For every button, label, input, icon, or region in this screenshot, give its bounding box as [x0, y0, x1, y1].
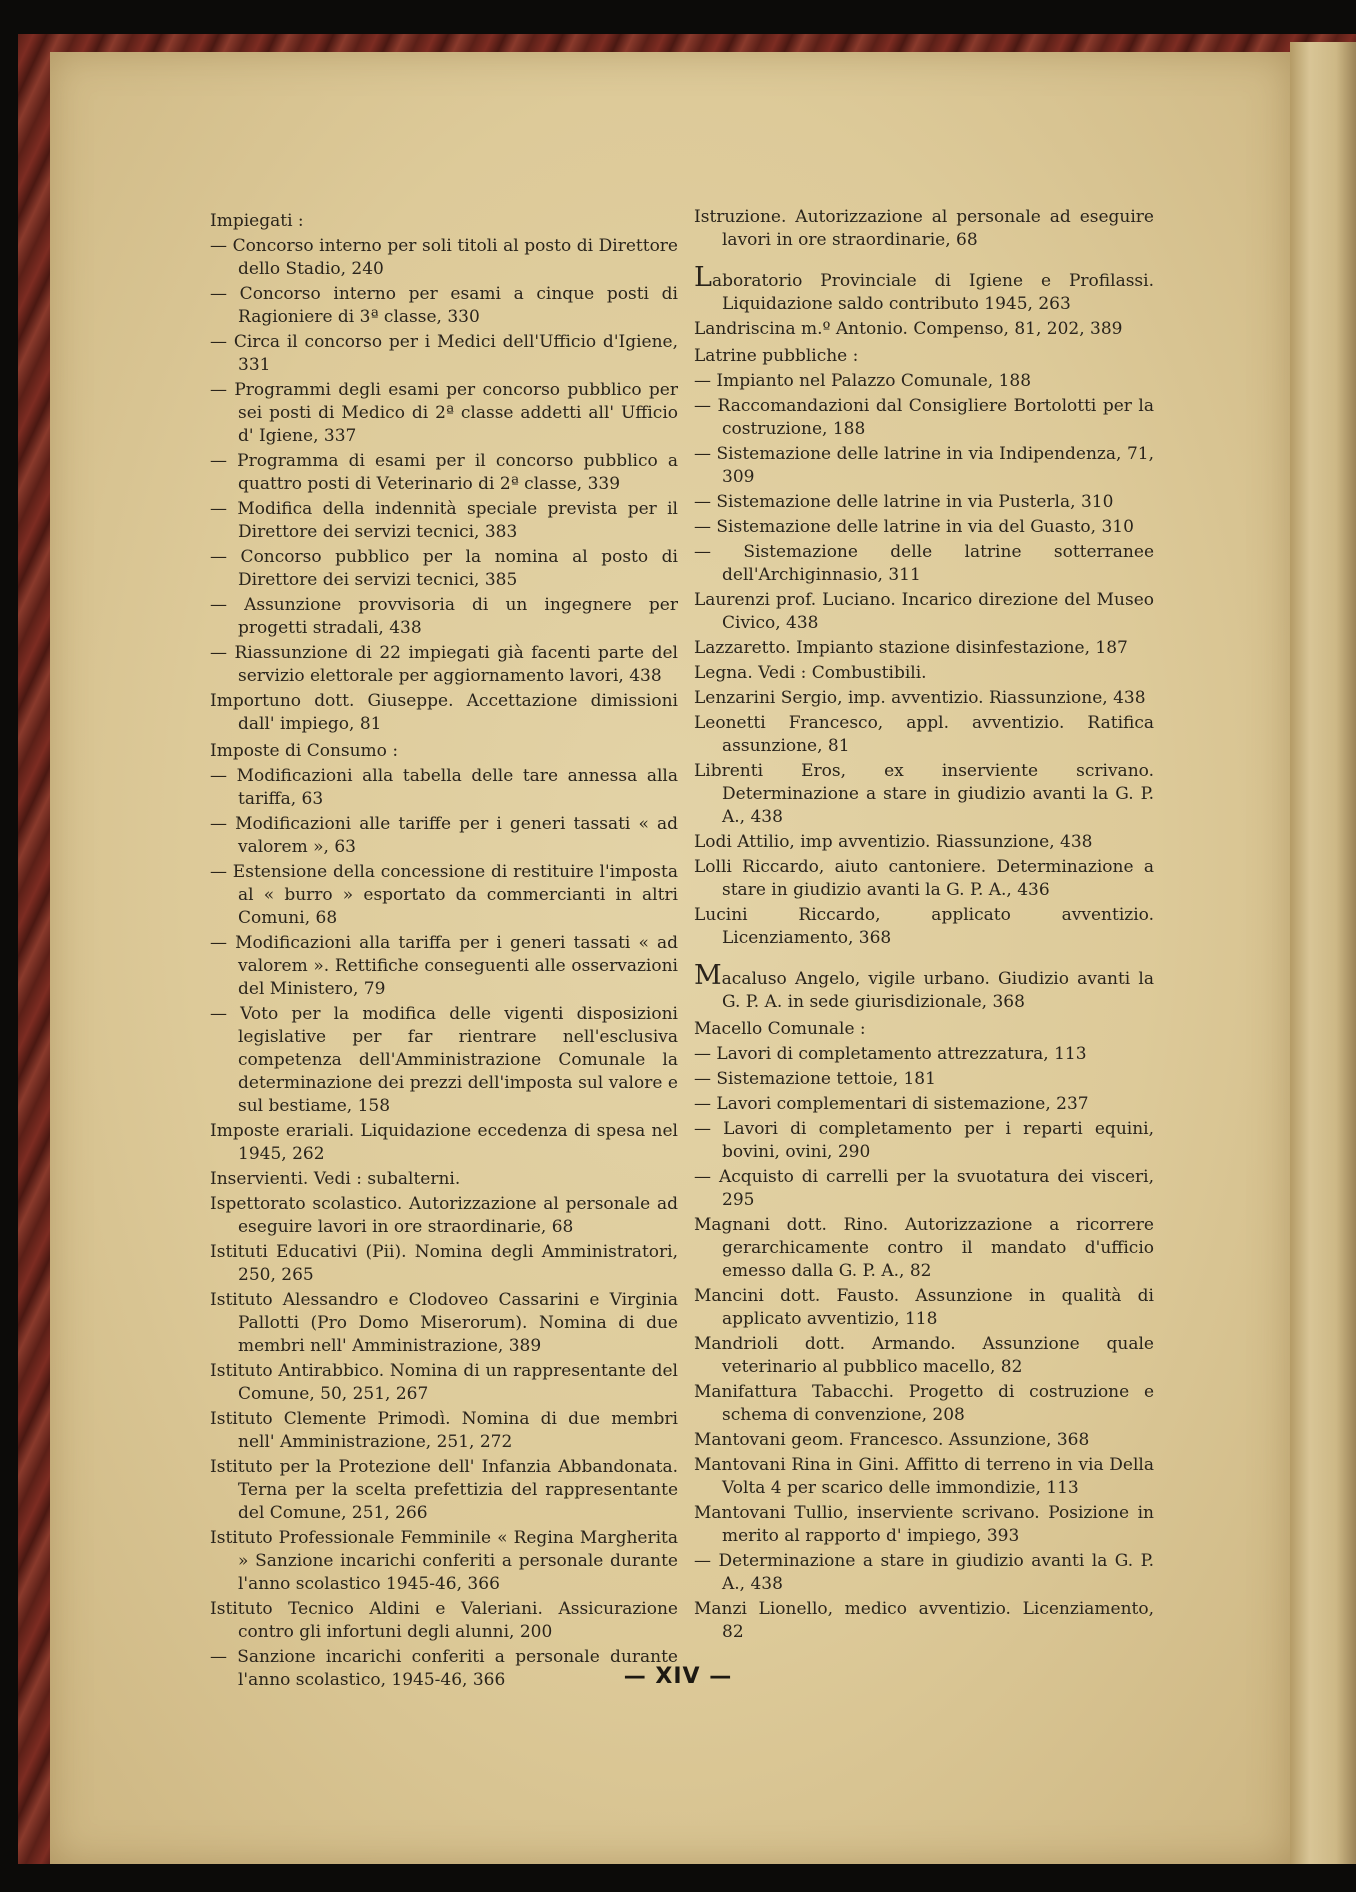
entry-text: — Concorso interno per soli titoli al posto di Direttore dello Stadio, 240 [210, 236, 678, 279]
index-subentry [694, 1093, 1154, 1116]
entry-text: aboratorio Provinciale di Igiene e Profilassi. Liquidazione saldo contributo 1945, 263 [711, 271, 1154, 314]
index-subentry [210, 379, 678, 448]
entry-text: Impiegati : [210, 211, 304, 231]
index-entry [694, 1333, 1154, 1379]
index-subentry [694, 395, 1154, 441]
section-gap [694, 952, 1154, 964]
entry-text: — Riassunzione di 22 impiegati già facenti parte del servizio elettorale per aggiornamento lavori, 438 [210, 643, 678, 686]
entry-text: — Modificazioni alla tariffa per i generi tassati « ad valorem ». Rettifiche conseguenti alle osservazioni del Ministero, 79 [210, 933, 678, 999]
entry-text: — Concorso interno per esami a cinque posti di Ragioniere di 3ª classe, 330 [210, 284, 678, 327]
entry-text: Istituto Clemente Primodì. Nomina di due membri nell' Amministrazione, 251, 272 [210, 1409, 678, 1452]
index-entry [694, 960, 1154, 1014]
index-entry [694, 904, 1154, 950]
index-entry [694, 831, 1154, 854]
entry-text: acaluso Angelo, vigile urbano. Giudizio avanti la G. P. A. in sede giurisdizionale, 368 [721, 969, 1154, 1012]
entry-text: — Sistemazione tettoie, 181 [694, 1069, 936, 1089]
entry-text: — Programmi degli esami per concorso pubblico per sei posti di Medico di 2ª classe addetti all' Ufficio d' Igiene, 337 [210, 380, 678, 446]
index-entry [694, 637, 1154, 660]
facing-page-edge [1290, 42, 1356, 1864]
entry-text: Manzi Lionello, medico avventizio. Licenziamento, 82 [694, 1599, 1154, 1642]
entry-text: Lodi Attilio, imp avventizio. Riassunzione, 438 [694, 832, 1093, 852]
index-entry [694, 687, 1154, 710]
entry-text: Librenti Eros, ex inserviente scrivano. Determinazione a stare in giudizio avanti la G. P. A., 438 [694, 761, 1154, 827]
entry-text: Imposte di Consumo : [210, 741, 399, 761]
index-subentry [694, 1550, 1154, 1596]
index-heading [694, 345, 1154, 368]
entry-text: — Lavori di completamento per i reparti equini, bovini, ovini, 290 [694, 1119, 1154, 1162]
entry-text: Mantovani Rina in Gini. Affitto di terreno in via Della Volta 4 per scarico delle immondizie, 113 [694, 1455, 1154, 1498]
index-subentry [694, 1068, 1154, 1091]
entry-text: — Sistemazione delle latrine sotterranee dell'Archiginnasio, 311 [694, 542, 1154, 585]
index-subentry [210, 813, 678, 859]
index-entry [694, 1381, 1154, 1427]
index-entry [210, 1408, 678, 1454]
entry-text: Ispettorato scolastico. Autorizzazione al personale ad eseguire lavori in ore straordinarie, 68 [210, 1194, 678, 1237]
entry-text: — Raccomandazioni dal Consigliere Bortolotti per la costruzione, 188 [694, 396, 1154, 439]
index-subentry [210, 498, 678, 544]
entry-text: Macello Comunale : [694, 1019, 866, 1039]
entry-text: — Concorso pubblico per la nomina al posto di Direttore dei servizi tecnici, 385 [210, 547, 678, 590]
index-subentry [210, 1003, 678, 1118]
index-entry [694, 1502, 1154, 1548]
index-subentry [694, 516, 1154, 539]
index-entry [694, 318, 1154, 341]
index-heading [694, 1018, 1154, 1041]
entry-text: Lazzaretto. Impianto stazione disinfestazione, 187 [694, 638, 1128, 658]
entry-text: Landriscina m.º Antonio. Compenso, 81, 202, 389 [694, 319, 1123, 339]
section-gap [694, 254, 1154, 266]
entry-text: Latrine pubbliche : [694, 346, 859, 366]
index-entry [694, 760, 1154, 829]
index-entry [694, 589, 1154, 635]
index-column-right [694, 206, 1154, 1646]
index-subentry [210, 450, 678, 496]
entry-text: — Modificazioni alle tariffe per i generi tassati « ad valorem », 63 [210, 814, 678, 857]
index-subentry [694, 1166, 1154, 1212]
entry-text: — Lavori complementari di sistemazione, 237 [694, 1094, 1089, 1114]
entry-text: — Modifica della indennità speciale prevista per il Direttore dei servizi tecnici, 383 [210, 499, 678, 542]
entry-text: Manifattura Tabacchi. Progetto di costruzione e schema di convenzione, 208 [694, 1382, 1154, 1425]
entry-text: Importuno dott. Giuseppe. Accettazione dimissioni dall' impiego, 81 [210, 691, 678, 734]
section-initial: M [694, 960, 722, 991]
index-subentry [210, 546, 678, 592]
entry-text: Istituto per la Protezione dell' Infanzia Abbandonata. Terna per la scelta prefettizia del rappresentante del Comune, 251, 266 [210, 1457, 678, 1523]
entry-text: — Modificazioni alla tabella delle tare annessa alla tariffa, 63 [210, 766, 678, 809]
index-entry [210, 1598, 678, 1644]
entry-text: Istituto Tecnico Aldini e Valeriani. Assicurazione contro gli infortuni degli alunni, 200 [210, 1599, 678, 1642]
index-entry [694, 712, 1154, 758]
index-entry [210, 1527, 678, 1596]
entry-text: Laurenzi prof. Luciano. Incarico direzione del Museo Civico, 438 [694, 590, 1154, 633]
index-entry [694, 662, 1154, 685]
index-entry [694, 1285, 1154, 1331]
entry-text: Mancini dott. Fausto. Assunzione in qualità di applicato avventizio, 118 [694, 1286, 1154, 1329]
index-entry [694, 262, 1154, 316]
page-folio: — XIV — [623, 1664, 733, 1689]
entry-text: Istituto Professionale Femminile « Regina Margherita » Sanzione incarichi conferiti a personale durante l'anno scolastico 1945-46, 366 [210, 1528, 678, 1594]
entry-text: — Estensione della concessione di restituire l'imposta al « burro » esportato da commercianti in altri Comuni, 68 [210, 862, 678, 928]
index-subentry [694, 1118, 1154, 1164]
index-entry [210, 1168, 678, 1191]
index-entry [210, 1289, 678, 1358]
index-heading [210, 740, 678, 763]
index-subentry [210, 642, 678, 688]
entry-text: Leonetti Francesco, appl. avventizio. Ratifica assunzione, 81 [694, 713, 1154, 756]
entry-text: — Sistemazione delle latrine in via del Guasto, 310 [694, 517, 1134, 537]
index-subentry [210, 932, 678, 1001]
entry-text: Istituto Alessandro e Clodoveo Cassarini e Virginia Pallotti (Pro Domo Miserorum). Nomina di due membri nell' Amministrazione, 389 [210, 1290, 678, 1356]
index-subentry [694, 491, 1154, 514]
entry-text: Istituti Educativi (Pii). Nomina degli Amministratori, 250, 265 [210, 1242, 678, 1285]
entry-text: Inservienti. Vedi : subalterni. [210, 1169, 461, 1189]
index-entry [694, 1598, 1154, 1644]
entry-text: Istituto Antirabbico. Nomina di un rappresentante del Comune, 50, 251, 267 [210, 1361, 678, 1404]
index-entry [694, 1429, 1154, 1452]
entry-text: — Voto per la modifica delle vigenti disposizioni legislative per far rientrare nell'esclusiva competenza dell'Amministrazione Comunale la determinazione dei prezzi dell'imposta sul valore e sul bestiame, 158 [210, 1004, 678, 1116]
index-subentry [210, 861, 678, 930]
index-entry [694, 206, 1154, 252]
entry-text: Imposte erariali. Liquidazione eccedenza di spesa nel 1945, 262 [210, 1121, 678, 1164]
entry-text: Mantovani Tullio, inserviente scrivano. Posizione in merito al rapporto d' impiego, 393 [694, 1503, 1154, 1546]
entry-text: — Circa il concorso per i Medici dell'Ufficio d'Igiene, 331 [210, 332, 678, 375]
entry-text: Mandrioli dott. Armando. Assunzione quale veterinario al pubblico macello, 82 [694, 1334, 1154, 1377]
index-entry [210, 1120, 678, 1166]
index-entry [210, 1193, 678, 1239]
index-entry [210, 1360, 678, 1406]
entry-text: — Assunzione provvisoria di un ingegnere per progetti stradali, 438 [210, 595, 678, 638]
entry-text: — Sanzione incarichi conferiti a personale durante l'anno scolastico, 1945-46, 366 [210, 1647, 678, 1690]
index-subentry [210, 283, 678, 329]
entry-text: Lolli Riccardo, aiuto cantoniere. Determinazione a stare in giudizio avanti la G. P. A., 436 [694, 857, 1154, 900]
entry-text: Mantovani geom. Francesco. Assunzione, 368 [694, 1430, 1090, 1450]
entry-text: Lucini Riccardo, applicato avventizio. Licenziamento, 368 [694, 905, 1154, 948]
index-subentry [210, 594, 678, 640]
entry-text: Magnani dott. Rino. Autorizzazione a ricorrere gerarchicamente contro il mandato d'ufficio emesso dalla G. P. A., 82 [694, 1215, 1154, 1281]
index-entry [694, 1214, 1154, 1283]
index-subentry [694, 370, 1154, 393]
index-subentry [210, 331, 678, 377]
index-entry [694, 1454, 1154, 1500]
section-initial: L [694, 262, 712, 293]
entry-text: — Acquisto di carrelli per la svuotatura dei visceri, 295 [694, 1167, 1154, 1210]
index-subentry [210, 235, 678, 281]
index-subentry [694, 443, 1154, 489]
index-entry [210, 1241, 678, 1287]
entry-text: — Sistemazione delle latrine in via Pusterla, 310 [694, 492, 1114, 512]
index-entry [210, 690, 678, 736]
index-entry [210, 1456, 678, 1525]
entry-text: — Determinazione a stare in giudizio avanti la G. P. A., 438 [694, 1551, 1154, 1594]
index-subentry [694, 541, 1154, 587]
entry-text: — Impianto nel Palazzo Comunale, 188 [694, 371, 1032, 391]
index-subentry [694, 1043, 1154, 1066]
index-column-left [210, 206, 678, 1694]
index-subentry [210, 765, 678, 811]
index-heading [210, 210, 678, 233]
entry-text: Lenzarini Sergio, imp. avventizio. Riassunzione, 438 [694, 688, 1146, 708]
entry-text: — Programma di esami per il concorso pubblico a quattro posti di Veterinario di 2ª classe, 339 [210, 451, 678, 494]
entry-text: Legna. Vedi : Combustibili. [694, 663, 927, 683]
entry-text: Istruzione. Autorizzazione al personale ad eseguire lavori in ore straordinarie, 68 [694, 207, 1154, 250]
entry-text: — Lavori di completamento attrezzatura, 113 [694, 1044, 1087, 1064]
index-entry [694, 856, 1154, 902]
entry-text: — Sistemazione delle latrine in via Indipendenza, 71, 309 [694, 444, 1154, 487]
